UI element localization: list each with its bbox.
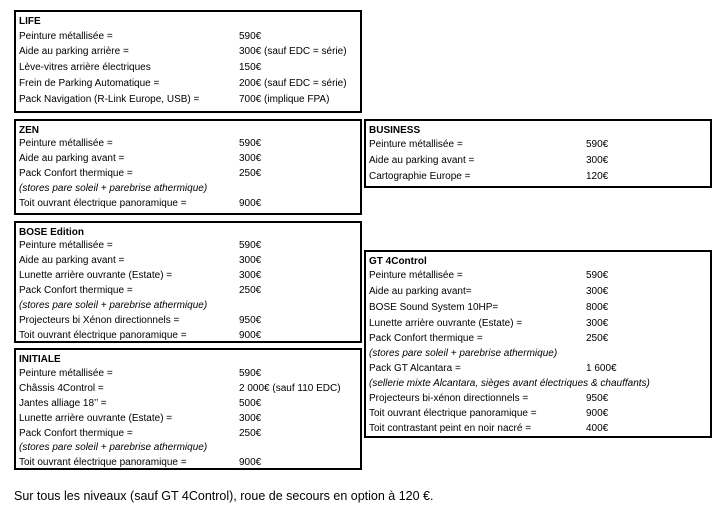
option-label: Lunette arrière ouvrante (Estate) =	[369, 318, 523, 329]
option-price: 1 600€	[586, 363, 617, 374]
option-label: Aide au parking avant =	[19, 255, 125, 266]
option-row	[19, 92, 358, 107]
option-price: 250€	[239, 428, 262, 439]
option-price: 300€	[239, 413, 262, 424]
option-label: Frein de Parking Automatique =	[19, 78, 160, 89]
option-row	[369, 331, 708, 346]
business-box	[364, 119, 712, 188]
option-label: Toit ouvrant électrique panoramique =	[19, 330, 187, 341]
option-label: Toit ouvrant électrique panoramique =	[19, 457, 187, 468]
option-price: 590€	[586, 139, 609, 150]
gt-4control-title: GT 4Control	[369, 256, 427, 267]
option-row	[369, 421, 708, 436]
option-price: 590€	[239, 368, 262, 379]
option-label: Lunette arrière ouvrante (Estate) =	[19, 413, 173, 424]
initiale-title: INITIALE	[19, 354, 61, 365]
option-row	[19, 60, 358, 75]
option-price: 300€ (sauf EDC = série)	[239, 46, 347, 57]
option-note: (stores pare soleil + parebrise athermique)	[369, 348, 558, 359]
option-row	[19, 283, 358, 298]
option-row	[19, 455, 358, 470]
option-note: (stores pare soleil + parebrise athermique)	[19, 442, 208, 453]
option-note: (stores pare soleil + parebrise athermique)	[19, 183, 208, 194]
option-row	[19, 44, 358, 59]
option-row	[369, 406, 708, 421]
option-label: Peinture métallisée =	[19, 138, 113, 149]
option-row	[19, 366, 358, 381]
option-label: Peinture métallisée =	[19, 31, 113, 42]
option-label: Châssis 4Control =	[19, 383, 104, 394]
option-price: 700€ (implique FPA)	[239, 94, 330, 105]
option-label: Pack Confort thermique =	[19, 428, 133, 439]
option-note: (sellerie mixte Alcantara, sièges avant électriques & chauffants)	[369, 378, 650, 389]
option-price: 590€	[239, 138, 262, 149]
option-price: 590€	[239, 31, 262, 42]
option-row	[19, 29, 358, 44]
option-note: (stores pare soleil + parebrise athermique)	[19, 300, 208, 311]
option-label: Projecteurs bi Xénon directionnels =	[19, 315, 180, 326]
option-label: Peinture métallisée =	[369, 139, 463, 150]
footer-note: Sur tous les niveaux (sauf GT 4Control), roue de secours en option à 120 €.	[14, 489, 434, 503]
gt-4control-box	[364, 250, 712, 438]
option-label: BOSE Sound System 10HP=	[369, 302, 499, 313]
bose-edition-box	[14, 221, 362, 343]
zen-box	[14, 119, 362, 215]
life-title: LIFE	[19, 16, 41, 27]
option-row	[19, 381, 358, 396]
option-price: 150€	[239, 62, 262, 73]
option-row	[19, 253, 358, 268]
option-row	[19, 238, 358, 253]
option-price: 250€	[239, 285, 262, 296]
option-row	[369, 137, 708, 152]
option-row	[19, 396, 358, 411]
option-price: 900€	[586, 408, 609, 419]
option-price: 300€	[239, 153, 262, 164]
option-price: 250€	[239, 168, 262, 179]
option-price: 300€	[586, 286, 609, 297]
option-row	[19, 268, 358, 283]
option-row	[369, 361, 708, 376]
option-price: 950€	[586, 393, 609, 404]
option-row	[19, 196, 358, 211]
zen-title: ZEN	[19, 125, 39, 136]
option-label: Peinture métallisée =	[19, 368, 113, 379]
option-price: 300€	[586, 155, 609, 166]
bose-edition-title: BOSE Edition	[19, 227, 84, 238]
option-row	[369, 391, 708, 406]
option-label: Lève-vitres arrière électriques	[19, 62, 151, 73]
option-row	[369, 268, 708, 283]
option-row	[19, 166, 358, 181]
option-label: Pack Confort thermique =	[19, 285, 133, 296]
option-label: Projecteurs bi-xénon directionnels =	[369, 393, 529, 404]
option-row	[19, 411, 358, 426]
option-row	[19, 151, 358, 166]
option-label: Aide au parking avant =	[19, 153, 125, 164]
option-price: 120€	[586, 171, 609, 182]
option-price: 900€	[239, 330, 262, 341]
option-price: 200€ (sauf EDC = série)	[239, 78, 347, 89]
option-row	[369, 153, 708, 168]
initiale-box	[14, 348, 362, 470]
option-label: Toit ouvrant électrique panoramique =	[19, 198, 187, 209]
option-price: 900€	[239, 198, 262, 209]
option-row	[369, 284, 708, 299]
option-price: 590€	[586, 270, 609, 281]
option-row	[19, 328, 358, 343]
option-row	[369, 300, 708, 315]
option-label: Pack Confort thermique =	[369, 333, 483, 344]
option-label: Pack GT Alcantara =	[369, 363, 461, 374]
option-label: Toit contrastant peint en noir nacré =	[369, 423, 532, 434]
option-label: Pack Confort thermique =	[19, 168, 133, 179]
option-label: Jantes alliage 18’’ =	[19, 398, 107, 409]
option-label: Aide au parking avant=	[369, 286, 472, 297]
option-price: 250€	[586, 333, 609, 344]
option-label: Pack Navigation (R-Link Europe, USB) =	[19, 94, 200, 105]
option-price: 590€	[239, 240, 262, 251]
option-price: 800€	[586, 302, 609, 313]
option-label: Aide au parking arrière =	[19, 46, 129, 57]
option-row	[19, 76, 358, 91]
option-price: 950€	[239, 315, 262, 326]
option-label: Peinture métallisée =	[369, 270, 463, 281]
option-label: Aide au parking avant =	[369, 155, 475, 166]
option-row	[369, 316, 708, 331]
option-price: 300€	[239, 270, 262, 281]
option-price: 300€	[239, 255, 262, 266]
life-box	[14, 10, 362, 113]
option-row	[369, 169, 708, 184]
option-row	[19, 136, 358, 151]
option-price: 2 000€ (sauf 110 EDC)	[239, 383, 341, 394]
option-price: 400€	[586, 423, 609, 434]
option-price: 500€	[239, 398, 262, 409]
option-label: Peinture métallisée =	[19, 240, 113, 251]
option-price: 900€	[239, 457, 262, 468]
option-label: Cartographie Europe =	[369, 171, 471, 182]
option-row	[19, 426, 358, 441]
option-row	[19, 313, 358, 328]
business-title: BUSINESS	[369, 125, 421, 136]
option-label: Toit ouvrant électrique panoramique =	[369, 408, 537, 419]
option-price: 300€	[586, 318, 609, 329]
option-label: Lunette arrière ouvrante (Estate) =	[19, 270, 173, 281]
